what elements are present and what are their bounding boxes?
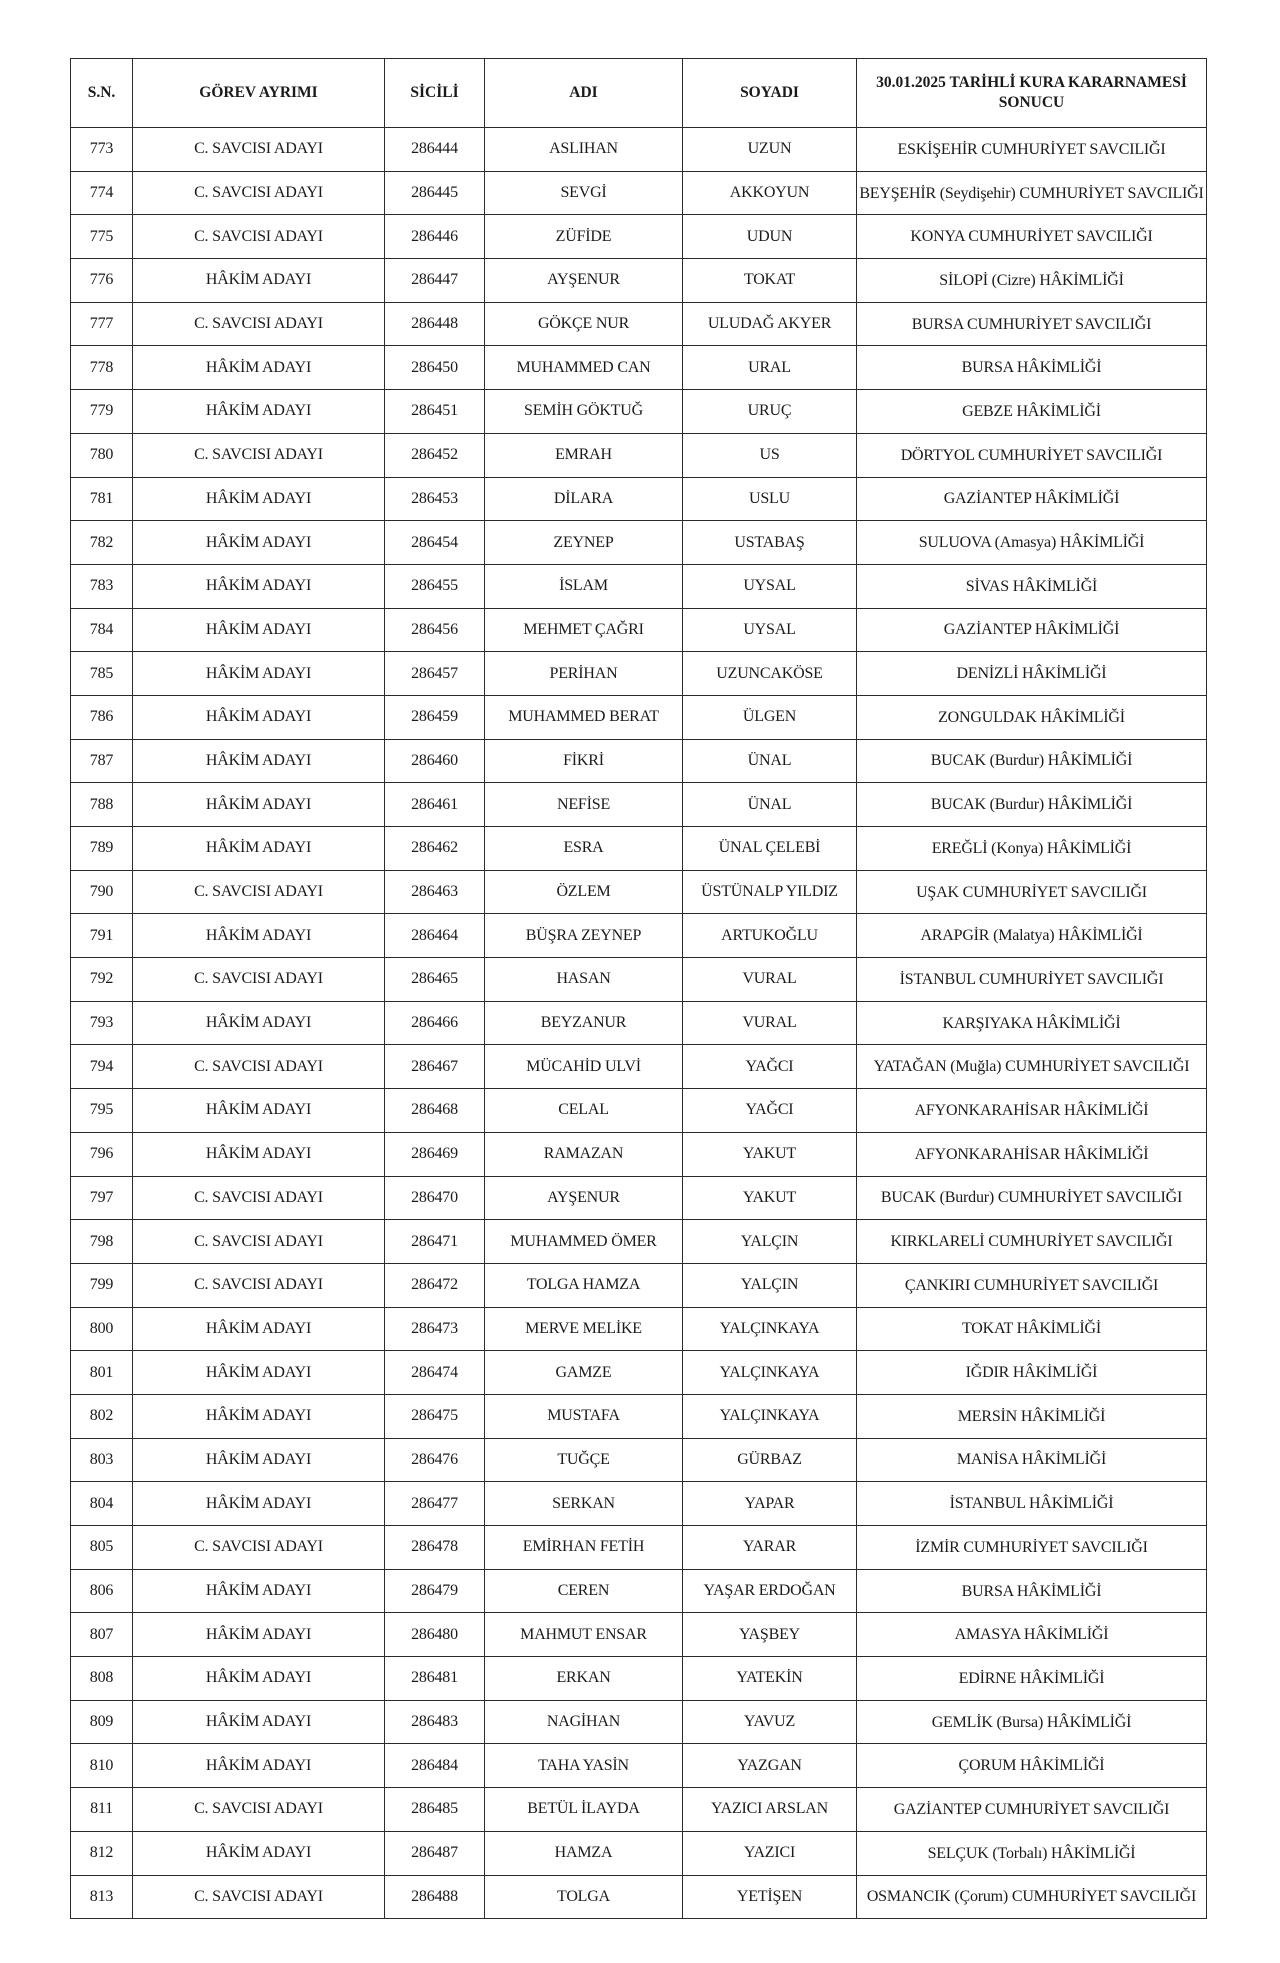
cell-sicili: 286453: [385, 477, 485, 521]
cell-adi: MÜCAHİD ULVİ: [485, 1045, 683, 1089]
cell-soyadi: ÜNAL: [683, 783, 857, 827]
cell-sn: 808: [71, 1657, 133, 1701]
table-row: [71, 259, 1207, 303]
cell-kura-sonucu: SİLOPİ (Cizre) HÂKİMLİĞİ: [857, 259, 1207, 303]
cell-kura-sonucu: İSTANBUL HÂKİMLİĞİ: [857, 1482, 1207, 1526]
cell-sn: 801: [71, 1351, 133, 1395]
table-row: [71, 433, 1207, 477]
table-row: [71, 1045, 1207, 1089]
cell-gorev-ayrimi: HÂKİM ADAYI: [133, 390, 385, 434]
cell-soyadi: YALÇIN: [683, 1263, 857, 1307]
table-row: [71, 1132, 1207, 1176]
cell-soyadi: ULUDAĞ AKYER: [683, 302, 857, 346]
cell-soyadi: YAPAR: [683, 1482, 857, 1526]
cell-gorev-ayrimi: C. SAVCISI ADAYI: [133, 1045, 385, 1089]
cell-sn: 776: [71, 259, 133, 303]
cell-sicili: 286444: [385, 128, 485, 172]
cell-soyadi: UYSAL: [683, 564, 857, 608]
cell-sicili: 286457: [385, 652, 485, 696]
cell-kura-sonucu: ARAPGİR (Malatya) HÂKİMLİĞİ: [857, 914, 1207, 958]
cell-soyadi: YATEKİN: [683, 1657, 857, 1701]
table-row: [71, 1438, 1207, 1482]
cell-kura-sonucu: İSTANBUL CUMHURİYET SAVCILIĞI: [857, 958, 1207, 1002]
cell-sn: 796: [71, 1132, 133, 1176]
header-gorev-ayrimi: GÖREV AYRIMI: [133, 59, 385, 128]
cell-kura-sonucu: GAZİANTEP HÂKİMLİĞİ: [857, 608, 1207, 652]
cell-gorev-ayrimi: HÂKİM ADAYI: [133, 1351, 385, 1395]
cell-kura-sonucu: BUCAK (Burdur) CUMHURİYET SAVCILIĞI: [857, 1176, 1207, 1220]
cell-gorev-ayrimi: HÂKİM ADAYI: [133, 1744, 385, 1788]
cell-soyadi: YAVUZ: [683, 1700, 857, 1744]
cell-sn: 781: [71, 477, 133, 521]
table-row: [71, 302, 1207, 346]
cell-gorev-ayrimi: HÂKİM ADAYI: [133, 1001, 385, 1045]
cell-gorev-ayrimi: HÂKİM ADAYI: [133, 564, 385, 608]
cell-adi: ÖZLEM: [485, 870, 683, 914]
cell-gorev-ayrimi: HÂKİM ADAYI: [133, 1482, 385, 1526]
cell-gorev-ayrimi: HÂKİM ADAYI: [133, 1831, 385, 1875]
cell-adi: MUHAMMED BERAT: [485, 695, 683, 739]
cell-sicili: 286461: [385, 783, 485, 827]
cell-adi: MUHAMMED CAN: [485, 346, 683, 390]
cell-sicili: 286463: [385, 870, 485, 914]
cell-soyadi: YAKUT: [683, 1132, 857, 1176]
cell-kura-sonucu: ÇORUM HÂKİMLİĞİ: [857, 1744, 1207, 1788]
cell-gorev-ayrimi: HÂKİM ADAYI: [133, 477, 385, 521]
cell-sn: 803: [71, 1438, 133, 1482]
cell-soyadi: TOKAT: [683, 259, 857, 303]
table-row: [71, 564, 1207, 608]
cell-gorev-ayrimi: C. SAVCISI ADAYI: [133, 302, 385, 346]
cell-adi: MEHMET ÇAĞRI: [485, 608, 683, 652]
cell-sn: 805: [71, 1526, 133, 1570]
header-sicili: SİCİLİ: [385, 59, 485, 128]
cell-adi: NAGİHAN: [485, 1700, 683, 1744]
cell-kura-sonucu: GAZİANTEP CUMHURİYET SAVCILIĞI: [857, 1788, 1207, 1832]
cell-sicili: 286445: [385, 171, 485, 215]
cell-sicili: 286473: [385, 1307, 485, 1351]
cell-kura-sonucu: DENİZLİ HÂKİMLİĞİ: [857, 652, 1207, 696]
cell-sicili: 286483: [385, 1700, 485, 1744]
cell-kura-sonucu: KARŞIYAKA HÂKİMLİĞİ: [857, 1001, 1207, 1045]
cell-adi: GÖKÇE NUR: [485, 302, 683, 346]
header-sn: S.N.: [71, 59, 133, 128]
cell-gorev-ayrimi: HÂKİM ADAYI: [133, 608, 385, 652]
cell-gorev-ayrimi: C. SAVCISI ADAYI: [133, 433, 385, 477]
cell-adi: MAHMUT ENSAR: [485, 1613, 683, 1657]
cell-adi: ERKAN: [485, 1657, 683, 1701]
table-row: [71, 870, 1207, 914]
cell-soyadi: ÜLGEN: [683, 695, 857, 739]
cell-kura-sonucu: BURSA HÂKİMLİĞİ: [857, 1569, 1207, 1613]
table-row: [71, 1089, 1207, 1133]
table-row: [71, 215, 1207, 259]
cell-gorev-ayrimi: C. SAVCISI ADAYI: [133, 1220, 385, 1264]
cell-kura-sonucu: EDİRNE HÂKİMLİĞİ: [857, 1657, 1207, 1701]
table-row: [71, 1176, 1207, 1220]
cell-adi: CEREN: [485, 1569, 683, 1613]
cell-kura-sonucu: YATAĞAN (Muğla) CUMHURİYET SAVCILIĞI: [857, 1045, 1207, 1089]
table-row: [71, 914, 1207, 958]
cell-gorev-ayrimi: HÂKİM ADAYI: [133, 1132, 385, 1176]
cell-sicili: 286475: [385, 1394, 485, 1438]
cell-kura-sonucu: OSMANCIK (Çorum) CUMHURİYET SAVCILIĞI: [857, 1875, 1207, 1919]
table-row: [71, 1788, 1207, 1832]
cell-soyadi: YAZICI: [683, 1831, 857, 1875]
cell-gorev-ayrimi: HÂKİM ADAYI: [133, 695, 385, 739]
cell-gorev-ayrimi: HÂKİM ADAYI: [133, 259, 385, 303]
table-row: [71, 1263, 1207, 1307]
cell-kura-sonucu: KONYA CUMHURİYET SAVCILIĞI: [857, 215, 1207, 259]
cell-soyadi: USTABAŞ: [683, 521, 857, 565]
cell-sn: 775: [71, 215, 133, 259]
cell-sicili: 286470: [385, 1176, 485, 1220]
table-row: [71, 695, 1207, 739]
cell-sicili: 286446: [385, 215, 485, 259]
cell-gorev-ayrimi: HÂKİM ADAYI: [133, 1657, 385, 1701]
table-row: [71, 1700, 1207, 1744]
table-body: [71, 128, 1207, 1919]
cell-sicili: 286466: [385, 1001, 485, 1045]
cell-adi: FİKRİ: [485, 739, 683, 783]
header-kura-sonucu: 30.01.2025 TARİHLİ KURA KARARNAMESİ SONUCU: [857, 59, 1207, 128]
cell-adi: MUHAMMED ÖMER: [485, 1220, 683, 1264]
cell-sn: 797: [71, 1176, 133, 1220]
cell-kura-sonucu: BURSA HÂKİMLİĞİ: [857, 346, 1207, 390]
table-row: [71, 1351, 1207, 1395]
cell-soyadi: ÜNAL ÇELEBİ: [683, 827, 857, 871]
header-row: [71, 59, 1207, 128]
table-row: [71, 739, 1207, 783]
cell-kura-sonucu: SULUOVA (Amasya) HÂKİMLİĞİ: [857, 521, 1207, 565]
cell-kura-sonucu: AFYONKARAHİSAR HÂKİMLİĞİ: [857, 1132, 1207, 1176]
cell-adi: NEFİSE: [485, 783, 683, 827]
cell-sn: 785: [71, 652, 133, 696]
cell-gorev-ayrimi: C. SAVCISI ADAYI: [133, 1176, 385, 1220]
cell-gorev-ayrimi: C. SAVCISI ADAYI: [133, 171, 385, 215]
cell-soyadi: GÜRBAZ: [683, 1438, 857, 1482]
cell-soyadi: YETİŞEN: [683, 1875, 857, 1919]
cell-kura-sonucu: ÇANKIRI CUMHURİYET SAVCILIĞI: [857, 1263, 1207, 1307]
table-row: [71, 521, 1207, 565]
cell-sn: 790: [71, 870, 133, 914]
cell-soyadi: YAĞCI: [683, 1045, 857, 1089]
cell-soyadi: UYSAL: [683, 608, 857, 652]
cell-sicili: 286481: [385, 1657, 485, 1701]
cell-adi: SEMİH GÖKTUĞ: [485, 390, 683, 434]
cell-kura-sonucu: İZMİR CUMHURİYET SAVCILIĞI: [857, 1526, 1207, 1570]
cell-sicili: 286452: [385, 433, 485, 477]
cell-adi: GAMZE: [485, 1351, 683, 1395]
cell-gorev-ayrimi: HÂKİM ADAYI: [133, 1307, 385, 1351]
cell-sn: 774: [71, 171, 133, 215]
cell-sn: 777: [71, 302, 133, 346]
cell-sicili: 286462: [385, 827, 485, 871]
cell-sicili: 286484: [385, 1744, 485, 1788]
table-row: [71, 1001, 1207, 1045]
cell-adi: ZÜFİDE: [485, 215, 683, 259]
cell-kura-sonucu: GAZİANTEP HÂKİMLİĞİ: [857, 477, 1207, 521]
table-row: [71, 171, 1207, 215]
cell-soyadi: VURAL: [683, 1001, 857, 1045]
cell-sicili: 286469: [385, 1132, 485, 1176]
cell-gorev-ayrimi: HÂKİM ADAYI: [133, 739, 385, 783]
cell-adi: TUĞÇE: [485, 1438, 683, 1482]
cell-soyadi: YAZGAN: [683, 1744, 857, 1788]
header-adi: ADI: [485, 59, 683, 128]
table-row: [71, 1875, 1207, 1919]
cell-sn: 792: [71, 958, 133, 1002]
assignment-table: [70, 58, 1207, 1919]
cell-adi: SERKAN: [485, 1482, 683, 1526]
table-row: [71, 1831, 1207, 1875]
cell-soyadi: YAĞCI: [683, 1089, 857, 1133]
cell-sn: 807: [71, 1613, 133, 1657]
cell-sn: 802: [71, 1394, 133, 1438]
cell-kura-sonucu: BURSA CUMHURİYET SAVCILIĞI: [857, 302, 1207, 346]
cell-kura-sonucu: MERSİN HÂKİMLİĞİ: [857, 1394, 1207, 1438]
table-row: [71, 128, 1207, 172]
cell-sicili: 286464: [385, 914, 485, 958]
cell-sicili: 286479: [385, 1569, 485, 1613]
cell-sn: 779: [71, 390, 133, 434]
cell-gorev-ayrimi: HÂKİM ADAYI: [133, 652, 385, 696]
cell-sicili: 286471: [385, 1220, 485, 1264]
cell-soyadi: UZUNCAKÖSE: [683, 652, 857, 696]
cell-adi: TOLGA HAMZA: [485, 1263, 683, 1307]
table-row: [71, 390, 1207, 434]
cell-adi: ESRA: [485, 827, 683, 871]
cell-gorev-ayrimi: HÂKİM ADAYI: [133, 1569, 385, 1613]
cell-sicili: 286488: [385, 1875, 485, 1919]
cell-gorev-ayrimi: C. SAVCISI ADAYI: [133, 1875, 385, 1919]
table-row: [71, 1307, 1207, 1351]
cell-soyadi: YAŞAR ERDOĞAN: [683, 1569, 857, 1613]
cell-sicili: 286465: [385, 958, 485, 1002]
cell-kura-sonucu: GEBZE HÂKİMLİĞİ: [857, 390, 1207, 434]
cell-sicili: 286468: [385, 1089, 485, 1133]
cell-sn: 780: [71, 433, 133, 477]
cell-gorev-ayrimi: HÂKİM ADAYI: [133, 1394, 385, 1438]
cell-sn: 810: [71, 1744, 133, 1788]
cell-sicili: 286451: [385, 390, 485, 434]
cell-adi: MERVE MELİKE: [485, 1307, 683, 1351]
cell-gorev-ayrimi: C. SAVCISI ADAYI: [133, 1263, 385, 1307]
cell-gorev-ayrimi: HÂKİM ADAYI: [133, 1438, 385, 1482]
cell-adi: AYŞENUR: [485, 259, 683, 303]
table-row: [71, 1526, 1207, 1570]
cell-adi: İSLAM: [485, 564, 683, 608]
cell-adi: EMRAH: [485, 433, 683, 477]
cell-kura-sonucu: ESKİŞEHİR CUMHURİYET SAVCILIĞI: [857, 128, 1207, 172]
table-row: [71, 1394, 1207, 1438]
cell-adi: TOLGA: [485, 1875, 683, 1919]
cell-sn: 793: [71, 1001, 133, 1045]
cell-gorev-ayrimi: HÂKİM ADAYI: [133, 1700, 385, 1744]
cell-sicili: 286459: [385, 695, 485, 739]
cell-soyadi: ARTUKOĞLU: [683, 914, 857, 958]
cell-soyadi: YALÇINKAYA: [683, 1351, 857, 1395]
cell-kura-sonucu: EREĞLİ (Konya) HÂKİMLİĞİ: [857, 827, 1207, 871]
cell-adi: RAMAZAN: [485, 1132, 683, 1176]
cell-sicili: 286456: [385, 608, 485, 652]
cell-kura-sonucu: SİVAS HÂKİMLİĞİ: [857, 564, 1207, 608]
cell-adi: AYŞENUR: [485, 1176, 683, 1220]
cell-adi: EMİRHAN FETİH: [485, 1526, 683, 1570]
cell-sn: 783: [71, 564, 133, 608]
cell-gorev-ayrimi: HÂKİM ADAYI: [133, 521, 385, 565]
cell-adi: ZEYNEP: [485, 521, 683, 565]
table-header: [71, 59, 1207, 128]
cell-soyadi: YAZICI ARSLAN: [683, 1788, 857, 1832]
cell-sn: 788: [71, 783, 133, 827]
cell-sn: 773: [71, 128, 133, 172]
cell-gorev-ayrimi: HÂKİM ADAYI: [133, 783, 385, 827]
cell-gorev-ayrimi: C. SAVCISI ADAYI: [133, 1526, 385, 1570]
cell-kura-sonucu: UŞAK CUMHURİYET SAVCILIĞI: [857, 870, 1207, 914]
cell-sicili: 286478: [385, 1526, 485, 1570]
table-row: [71, 477, 1207, 521]
cell-soyadi: YAŞBEY: [683, 1613, 857, 1657]
cell-sicili: 286448: [385, 302, 485, 346]
cell-sn: 787: [71, 739, 133, 783]
cell-kura-sonucu: TOKAT HÂKİMLİĞİ: [857, 1307, 1207, 1351]
cell-adi: BETÜL İLAYDA: [485, 1788, 683, 1832]
table-row: [71, 1482, 1207, 1526]
table-row: [71, 1613, 1207, 1657]
cell-sicili: 286487: [385, 1831, 485, 1875]
cell-sicili: 286472: [385, 1263, 485, 1307]
table-row: [71, 1569, 1207, 1613]
cell-kura-sonucu: GEMLİK (Bursa) HÂKİMLİĞİ: [857, 1700, 1207, 1744]
table-row: [71, 827, 1207, 871]
cell-adi: HASAN: [485, 958, 683, 1002]
cell-kura-sonucu: AFYONKARAHİSAR HÂKİMLİĞİ: [857, 1089, 1207, 1133]
cell-kura-sonucu: IĞDIR HÂKİMLİĞİ: [857, 1351, 1207, 1395]
cell-gorev-ayrimi: C. SAVCISI ADAYI: [133, 958, 385, 1002]
cell-soyadi: ÜSTÜNALP YILDIZ: [683, 870, 857, 914]
cell-sn: 809: [71, 1700, 133, 1744]
cell-sn: 812: [71, 1831, 133, 1875]
cell-sn: 799: [71, 1263, 133, 1307]
cell-sicili: 286477: [385, 1482, 485, 1526]
cell-soyadi: YALÇINKAYA: [683, 1394, 857, 1438]
cell-kura-sonucu: KIRKLARELİ CUMHURİYET SAVCILIĞI: [857, 1220, 1207, 1264]
table-row: [71, 1220, 1207, 1264]
cell-sn: 782: [71, 521, 133, 565]
table-row: [71, 608, 1207, 652]
cell-sicili: 286467: [385, 1045, 485, 1089]
table-row: [71, 1744, 1207, 1788]
cell-gorev-ayrimi: HÂKİM ADAYI: [133, 914, 385, 958]
cell-soyadi: YALÇINKAYA: [683, 1307, 857, 1351]
cell-gorev-ayrimi: HÂKİM ADAYI: [133, 827, 385, 871]
cell-kura-sonucu: ZONGULDAK HÂKİMLİĞİ: [857, 695, 1207, 739]
cell-gorev-ayrimi: C. SAVCISI ADAYI: [133, 128, 385, 172]
cell-sicili: 286455: [385, 564, 485, 608]
cell-kura-sonucu: AMASYA HÂKİMLİĞİ: [857, 1613, 1207, 1657]
cell-adi: SEVGİ: [485, 171, 683, 215]
table-row: [71, 783, 1207, 827]
cell-gorev-ayrimi: C. SAVCISI ADAYI: [133, 1788, 385, 1832]
cell-sn: 806: [71, 1569, 133, 1613]
cell-soyadi: ÜNAL: [683, 739, 857, 783]
cell-adi: MUSTAFA: [485, 1394, 683, 1438]
cell-sn: 784: [71, 608, 133, 652]
cell-adi: DİLARA: [485, 477, 683, 521]
cell-sicili: 286454: [385, 521, 485, 565]
cell-adi: PERİHAN: [485, 652, 683, 696]
cell-sn: 786: [71, 695, 133, 739]
cell-adi: ASLIHAN: [485, 128, 683, 172]
cell-soyadi: YAKUT: [683, 1176, 857, 1220]
cell-kura-sonucu: BUCAK (Burdur) HÂKİMLİĞİ: [857, 739, 1207, 783]
cell-kura-sonucu: BEYŞEHİR (Seydişehir) CUMHURİYET SAVCILIĞI: [857, 171, 1207, 215]
cell-soyadi: AKKOYUN: [683, 171, 857, 215]
cell-gorev-ayrimi: HÂKİM ADAYI: [133, 1089, 385, 1133]
cell-sn: 789: [71, 827, 133, 871]
cell-adi: BEYZANUR: [485, 1001, 683, 1045]
cell-sicili: 286480: [385, 1613, 485, 1657]
cell-soyadi: YARAR: [683, 1526, 857, 1570]
cell-sn: 804: [71, 1482, 133, 1526]
cell-sn: 795: [71, 1089, 133, 1133]
table-row: [71, 1657, 1207, 1701]
cell-sn: 794: [71, 1045, 133, 1089]
table-row: [71, 346, 1207, 390]
cell-sicili: 286476: [385, 1438, 485, 1482]
cell-sn: 798: [71, 1220, 133, 1264]
cell-soyadi: URUÇ: [683, 390, 857, 434]
header-soyadi: SOYADI: [683, 59, 857, 128]
cell-gorev-ayrimi: C. SAVCISI ADAYI: [133, 870, 385, 914]
cell-sicili: 286460: [385, 739, 485, 783]
cell-sicili: 286485: [385, 1788, 485, 1832]
table-row: [71, 958, 1207, 1002]
cell-sn: 813: [71, 1875, 133, 1919]
table-row: [71, 652, 1207, 696]
cell-soyadi: YALÇIN: [683, 1220, 857, 1264]
cell-gorev-ayrimi: HÂKİM ADAYI: [133, 346, 385, 390]
cell-sicili: 286447: [385, 259, 485, 303]
cell-adi: TAHA YASİN: [485, 1744, 683, 1788]
cell-soyadi: UZUN: [683, 128, 857, 172]
cell-soyadi: US: [683, 433, 857, 477]
cell-kura-sonucu: SELÇUK (Torbalı) HÂKİMLİĞİ: [857, 1831, 1207, 1875]
cell-adi: BÜŞRA ZEYNEP: [485, 914, 683, 958]
cell-soyadi: VURAL: [683, 958, 857, 1002]
cell-sicili: 286450: [385, 346, 485, 390]
cell-soyadi: URAL: [683, 346, 857, 390]
cell-sn: 800: [71, 1307, 133, 1351]
cell-soyadi: UDUN: [683, 215, 857, 259]
cell-kura-sonucu: MANİSA HÂKİMLİĞİ: [857, 1438, 1207, 1482]
cell-kura-sonucu: BUCAK (Burdur) HÂKİMLİĞİ: [857, 783, 1207, 827]
cell-gorev-ayrimi: C. SAVCISI ADAYI: [133, 215, 385, 259]
cell-sicili: 286474: [385, 1351, 485, 1395]
cell-sn: 778: [71, 346, 133, 390]
cell-soyadi: USLU: [683, 477, 857, 521]
cell-adi: CELAL: [485, 1089, 683, 1133]
cell-adi: HAMZA: [485, 1831, 683, 1875]
cell-kura-sonucu: DÖRTYOL CUMHURİYET SAVCILIĞI: [857, 433, 1207, 477]
cell-gorev-ayrimi: HÂKİM ADAYI: [133, 1613, 385, 1657]
cell-sn: 791: [71, 914, 133, 958]
cell-sn: 811: [71, 1788, 133, 1832]
